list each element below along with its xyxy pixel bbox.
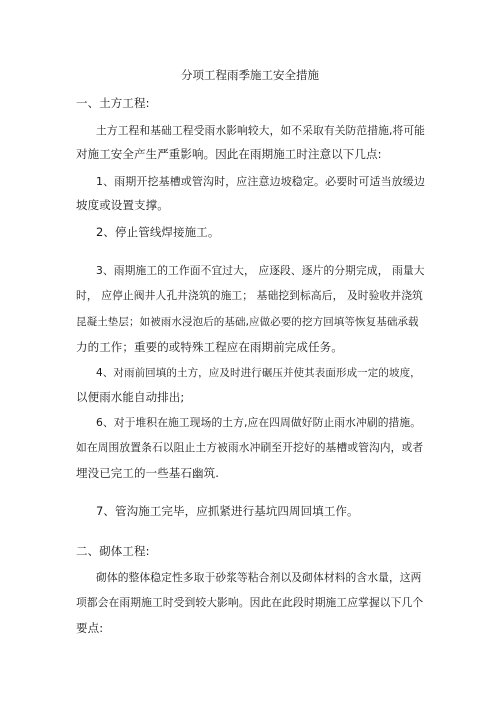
list-item-line: 3、雨期施工的工作面不宜过大， 应逐段、逐片的分期完成， 雨量大 — [96, 264, 425, 277]
list-item-line: 时， 应停止阀井人孔井浇筑的施工； 基础挖到标高后， 及时验收并浇筑 — [76, 289, 423, 302]
list-item-line: 以便雨水能自动排出; — [76, 390, 185, 404]
list-item-line: 1、雨期开挖基槽或管沟时，应注意边坡稳定。必要时可适当放缓边 — [96, 175, 425, 188]
section-heading-earthwork: 一、土方工程: — [76, 96, 150, 110]
paragraph-line: 要点: — [76, 621, 104, 635]
list-item-line: 6、对于堆积在施工现场的土方,应在四周做好防止雨水冲刷的措施。 — [96, 416, 422, 429]
list-item-line: 埋没已完工的一些基石幽筑. — [76, 466, 219, 480]
list-item-line: 如在周围放置条石以阻止土方被雨水冲刷至开挖好的基槽或管沟内，或者 — [76, 441, 424, 454]
paragraph-line: 砌体的整体稳定性多取于砂浆等粘合剂以及砌体材料的含水量，这两 — [96, 571, 422, 584]
paragraph-line: 项都会在雨期施工时受到较大影响。因此在此段时期施工应掌握以下几个 — [76, 596, 424, 609]
paragraph-line: 对施工安全产生严重影响。因此在雨期施工时注意以下几点: — [76, 147, 382, 161]
section-heading-masonry: 二、砌体工程: — [76, 544, 150, 558]
list-item-line: 4、对雨前回填的土方，应及时进行碾压并使其表面形成一定的坡度， — [96, 367, 421, 379]
document-title: 分项工程雨季施工安全措施 — [181, 68, 319, 82]
list-item-line: 7、管沟施工完毕，应抓紧进行基坑四周回填工作。 — [96, 504, 359, 518]
list-item-line: 2、停止管线焊接施工。 — [96, 225, 220, 239]
list-item-line: 力的工作；重要的或特殊工程应在雨期前完成任务。 — [76, 340, 343, 354]
paragraph-line: 土方工程和基础工程受雨水影响较大，如不采取有关防范措施,将可能 — [96, 124, 426, 137]
list-item-line: 昆凝土垫层；如被雨水浸泡后的基础,应做必要的挖方回填等恢复基础承载 — [76, 316, 419, 328]
list-item-line: 坡度或设置支撑。 — [76, 198, 169, 212]
